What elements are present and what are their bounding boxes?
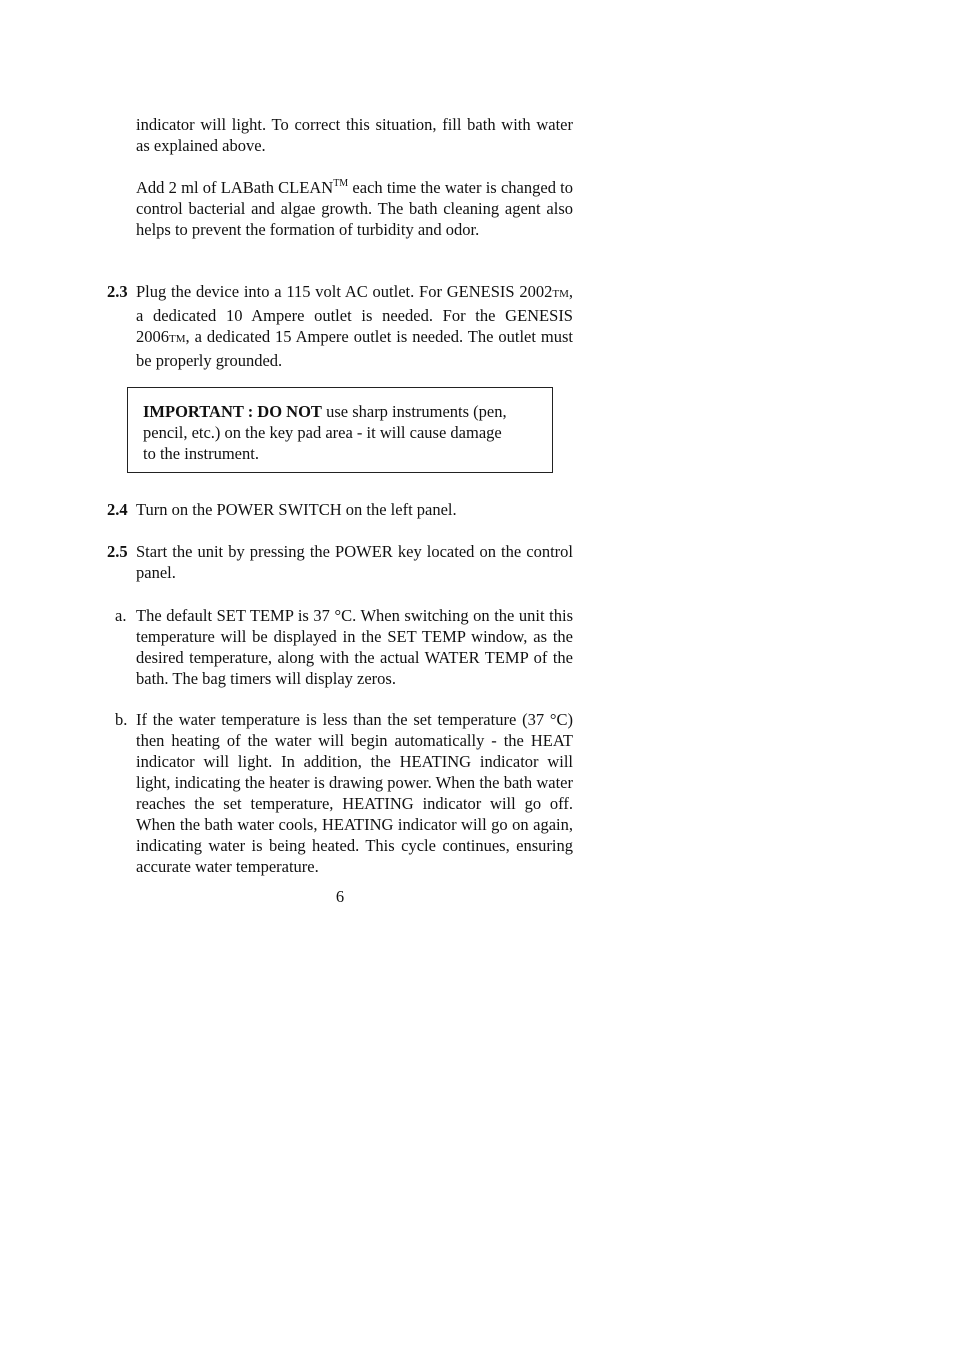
step-2-5-text: Start the unit by pressing the POWER key located on the control panel. [136, 542, 573, 582]
intro-text-2-end: each time the water is changed to control bacterial and algae growth. The bath cleaning agent also helps to prevent the formation of turbidity and odor. [136, 178, 574, 239]
trademark-mark-1: TM [552, 288, 569, 300]
trademark-mark: TM [333, 177, 349, 189]
notice-line-1 [143, 401, 543, 422]
intro-paragraph-2 [136, 177, 573, 240]
item-letter-b: b. [115, 710, 128, 729]
intro-paragraph-1 [136, 114, 573, 156]
step-2-3-text-a: Plug the device into a 115 volt AC outlet. For GENESIS 2002 [136, 282, 553, 301]
step-number-2-5: 2.5 [107, 542, 128, 561]
step-2-5 [136, 541, 573, 583]
item-a [136, 605, 573, 689]
item-b [136, 709, 573, 877]
important-notice-text [143, 401, 543, 464]
step-2-3-text-b: , a dedicated 10 Ampere outlet is needed. For the GENESIS 2006 [136, 282, 573, 346]
notice-line-3: to the instrument. [143, 444, 259, 463]
step-2-3-text [136, 281, 573, 371]
notice-line-2: pencil, etc.) on the key pad area - it will cause damage [143, 423, 502, 442]
item-a-text: The default SET TEMP is 37 °C. When switching on the unit this temperature will be displayed in the SET TEMP window, as the desired temperature, along with the actual WATER TEMP of the bath. The bag timers will display zeros. [136, 606, 573, 688]
item-b-text: If the water temperature is less than the set temperature (37 °C) then heating of the water will begin automatically - the HEAT indicator will light. In addition, the HEATING indicator will light, indicating the heater is drawing power. When the bath water reaches the set temperature, HEATING indicator will go off. When the bath water cools, HEATING indicator will go on again, indicating water is being heated. This cycle continues, ensuring accurate water temperature. [136, 710, 573, 876]
notice-lead: IMPORTANT : DO NOT [143, 402, 322, 421]
step-2-4 [136, 499, 573, 520]
step-2-3-text-c: , a dedicated 15 Ampere outlet is needed. The outlet must be properly grounded. [136, 327, 573, 370]
important-notice-box [127, 387, 553, 473]
notice-line-1-rest: use sharp instruments (pen, [321, 402, 507, 421]
step-number-2-4: 2.4 [107, 500, 128, 519]
step-2-3 [136, 281, 573, 371]
item-letter-a: a. [115, 606, 127, 625]
step-2-4-text: Turn on the POWER SWITCH on the left panel. [136, 500, 457, 519]
page-number: 6 [335, 887, 345, 906]
trademark-mark-2: TM [169, 333, 186, 345]
intro-text-2 [136, 177, 573, 240]
step-number-2-3: 2.3 [107, 282, 128, 301]
intro-text-1: indicator will light. To correct this situation, fill bath with water as explained above. [136, 115, 573, 155]
intro-text-2-start: Add 2 ml of LABath CLEAN [136, 178, 334, 197]
